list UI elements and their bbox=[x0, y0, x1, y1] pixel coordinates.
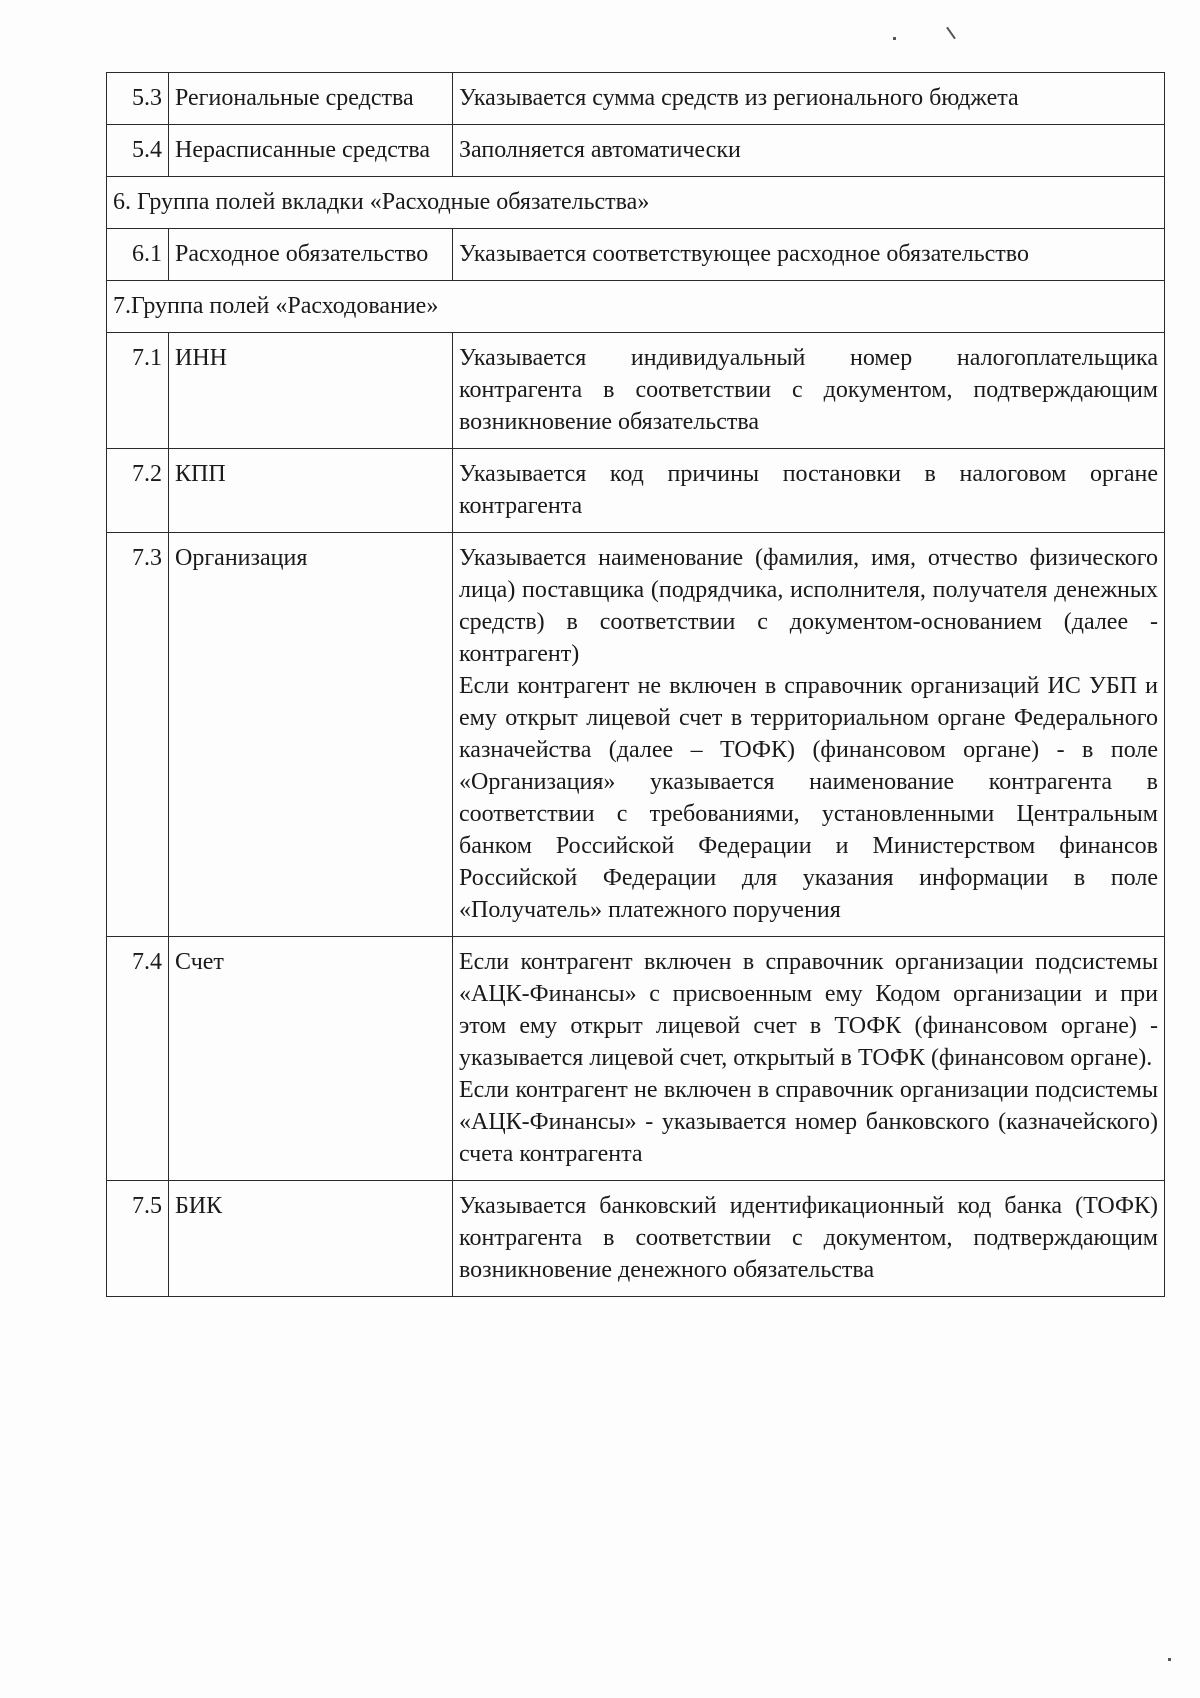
row-number: 7.2 bbox=[107, 449, 169, 533]
table-row bbox=[107, 533, 1165, 937]
field-name: Организация bbox=[169, 533, 453, 937]
field-description bbox=[453, 333, 1165, 449]
field-name: Расходное обязательство bbox=[169, 229, 453, 281]
description-paragraph: Если контрагент не включен в справочник организации подсистемы «АЦК-Финансы» - указывается номер банковского (казначейского) счета контрагента bbox=[459, 1077, 1158, 1167]
description-paragraph: Указывается наименование (фамилия, имя, отчество физического лица) поставщика (подрядчика, исполнителя, получателя денежных средств) в соответствии с документом-основанием (далее - контрагент) bbox=[459, 545, 1158, 667]
table-row bbox=[107, 73, 1165, 125]
table-row bbox=[107, 449, 1165, 533]
group-heading: 6. Группа полей вкладки «Расходные обязательства» bbox=[107, 177, 1165, 229]
table-row bbox=[107, 937, 1165, 1181]
scan-mark bbox=[946, 27, 956, 40]
description-paragraph: Указывается соответствующее расходное обязательство bbox=[459, 241, 1029, 267]
group-heading: 7.Группа полей «Расходование» bbox=[107, 281, 1165, 333]
row-number: 5.4 bbox=[107, 125, 169, 177]
table-row bbox=[107, 1181, 1165, 1297]
field-description bbox=[453, 229, 1165, 281]
fields-table bbox=[106, 72, 1165, 1297]
field-description bbox=[453, 1181, 1165, 1297]
scan-mark bbox=[1168, 1658, 1171, 1661]
row-number: 5.3 bbox=[107, 73, 169, 125]
field-description bbox=[453, 533, 1165, 937]
row-number: 6.1 bbox=[107, 229, 169, 281]
field-name: КПП bbox=[169, 449, 453, 533]
row-number: 7.3 bbox=[107, 533, 169, 937]
description-paragraph: Указывается сумма средств из регионального бюджета bbox=[459, 85, 1019, 111]
description-paragraph: Заполняется автоматически bbox=[459, 137, 741, 163]
field-description bbox=[453, 125, 1165, 177]
description-paragraph: Если контрагент не включен в справочник организаций ИС УБП и ему открыт лицевой счет в территориальном органе Федерального казначейства (далее – ТОФК) (финансовом органе) - в поле «Организация» указывается наименование контрагента в соответствии с требованиями, установленными Центральным банком Российской Федерации и Министерством финансов Российской Федерации для указания информации в поле «Получатель» платежного поручения bbox=[459, 673, 1158, 923]
row-number: 7.4 bbox=[107, 937, 169, 1181]
group-row bbox=[107, 177, 1165, 229]
description-paragraph: Указывается код причины постановки в налоговом органе контрагента bbox=[459, 461, 1158, 519]
row-number: 7.1 bbox=[107, 333, 169, 449]
scan-mark bbox=[893, 37, 896, 40]
field-name: Региональные средства bbox=[169, 73, 453, 125]
table-row bbox=[107, 333, 1165, 449]
field-description bbox=[453, 937, 1165, 1181]
table-row bbox=[107, 229, 1165, 281]
description-paragraph: Если контрагент включен в справочник организации подсистемы «АЦК-Финансы» с присвоенным ему Кодом организации и при этом ему открыт лицевой счет в ТОФК (финансовом органе) - указывается лицевой счет, открытый в ТОФК (финансовом органе). bbox=[459, 949, 1158, 1071]
field-name: БИК bbox=[169, 1181, 453, 1297]
table-row bbox=[107, 125, 1165, 177]
group-row bbox=[107, 281, 1165, 333]
field-description bbox=[453, 449, 1165, 533]
field-name: Счет bbox=[169, 937, 453, 1181]
field-description bbox=[453, 73, 1165, 125]
description-paragraph: Указывается индивидуальный номер налогоплательщика контрагента в соответствии с документом, подтверждающим возникновение обязательства bbox=[459, 345, 1158, 435]
row-number: 7.5 bbox=[107, 1181, 169, 1297]
description-paragraph: Указывается банковский идентификационный код банка (ТОФК) контрагента в соответствии с документом, подтверждающим возникновение денежного обязательства bbox=[459, 1193, 1158, 1283]
field-name: Нерасписанные средства bbox=[169, 125, 453, 177]
field-name: ИНН bbox=[169, 333, 453, 449]
